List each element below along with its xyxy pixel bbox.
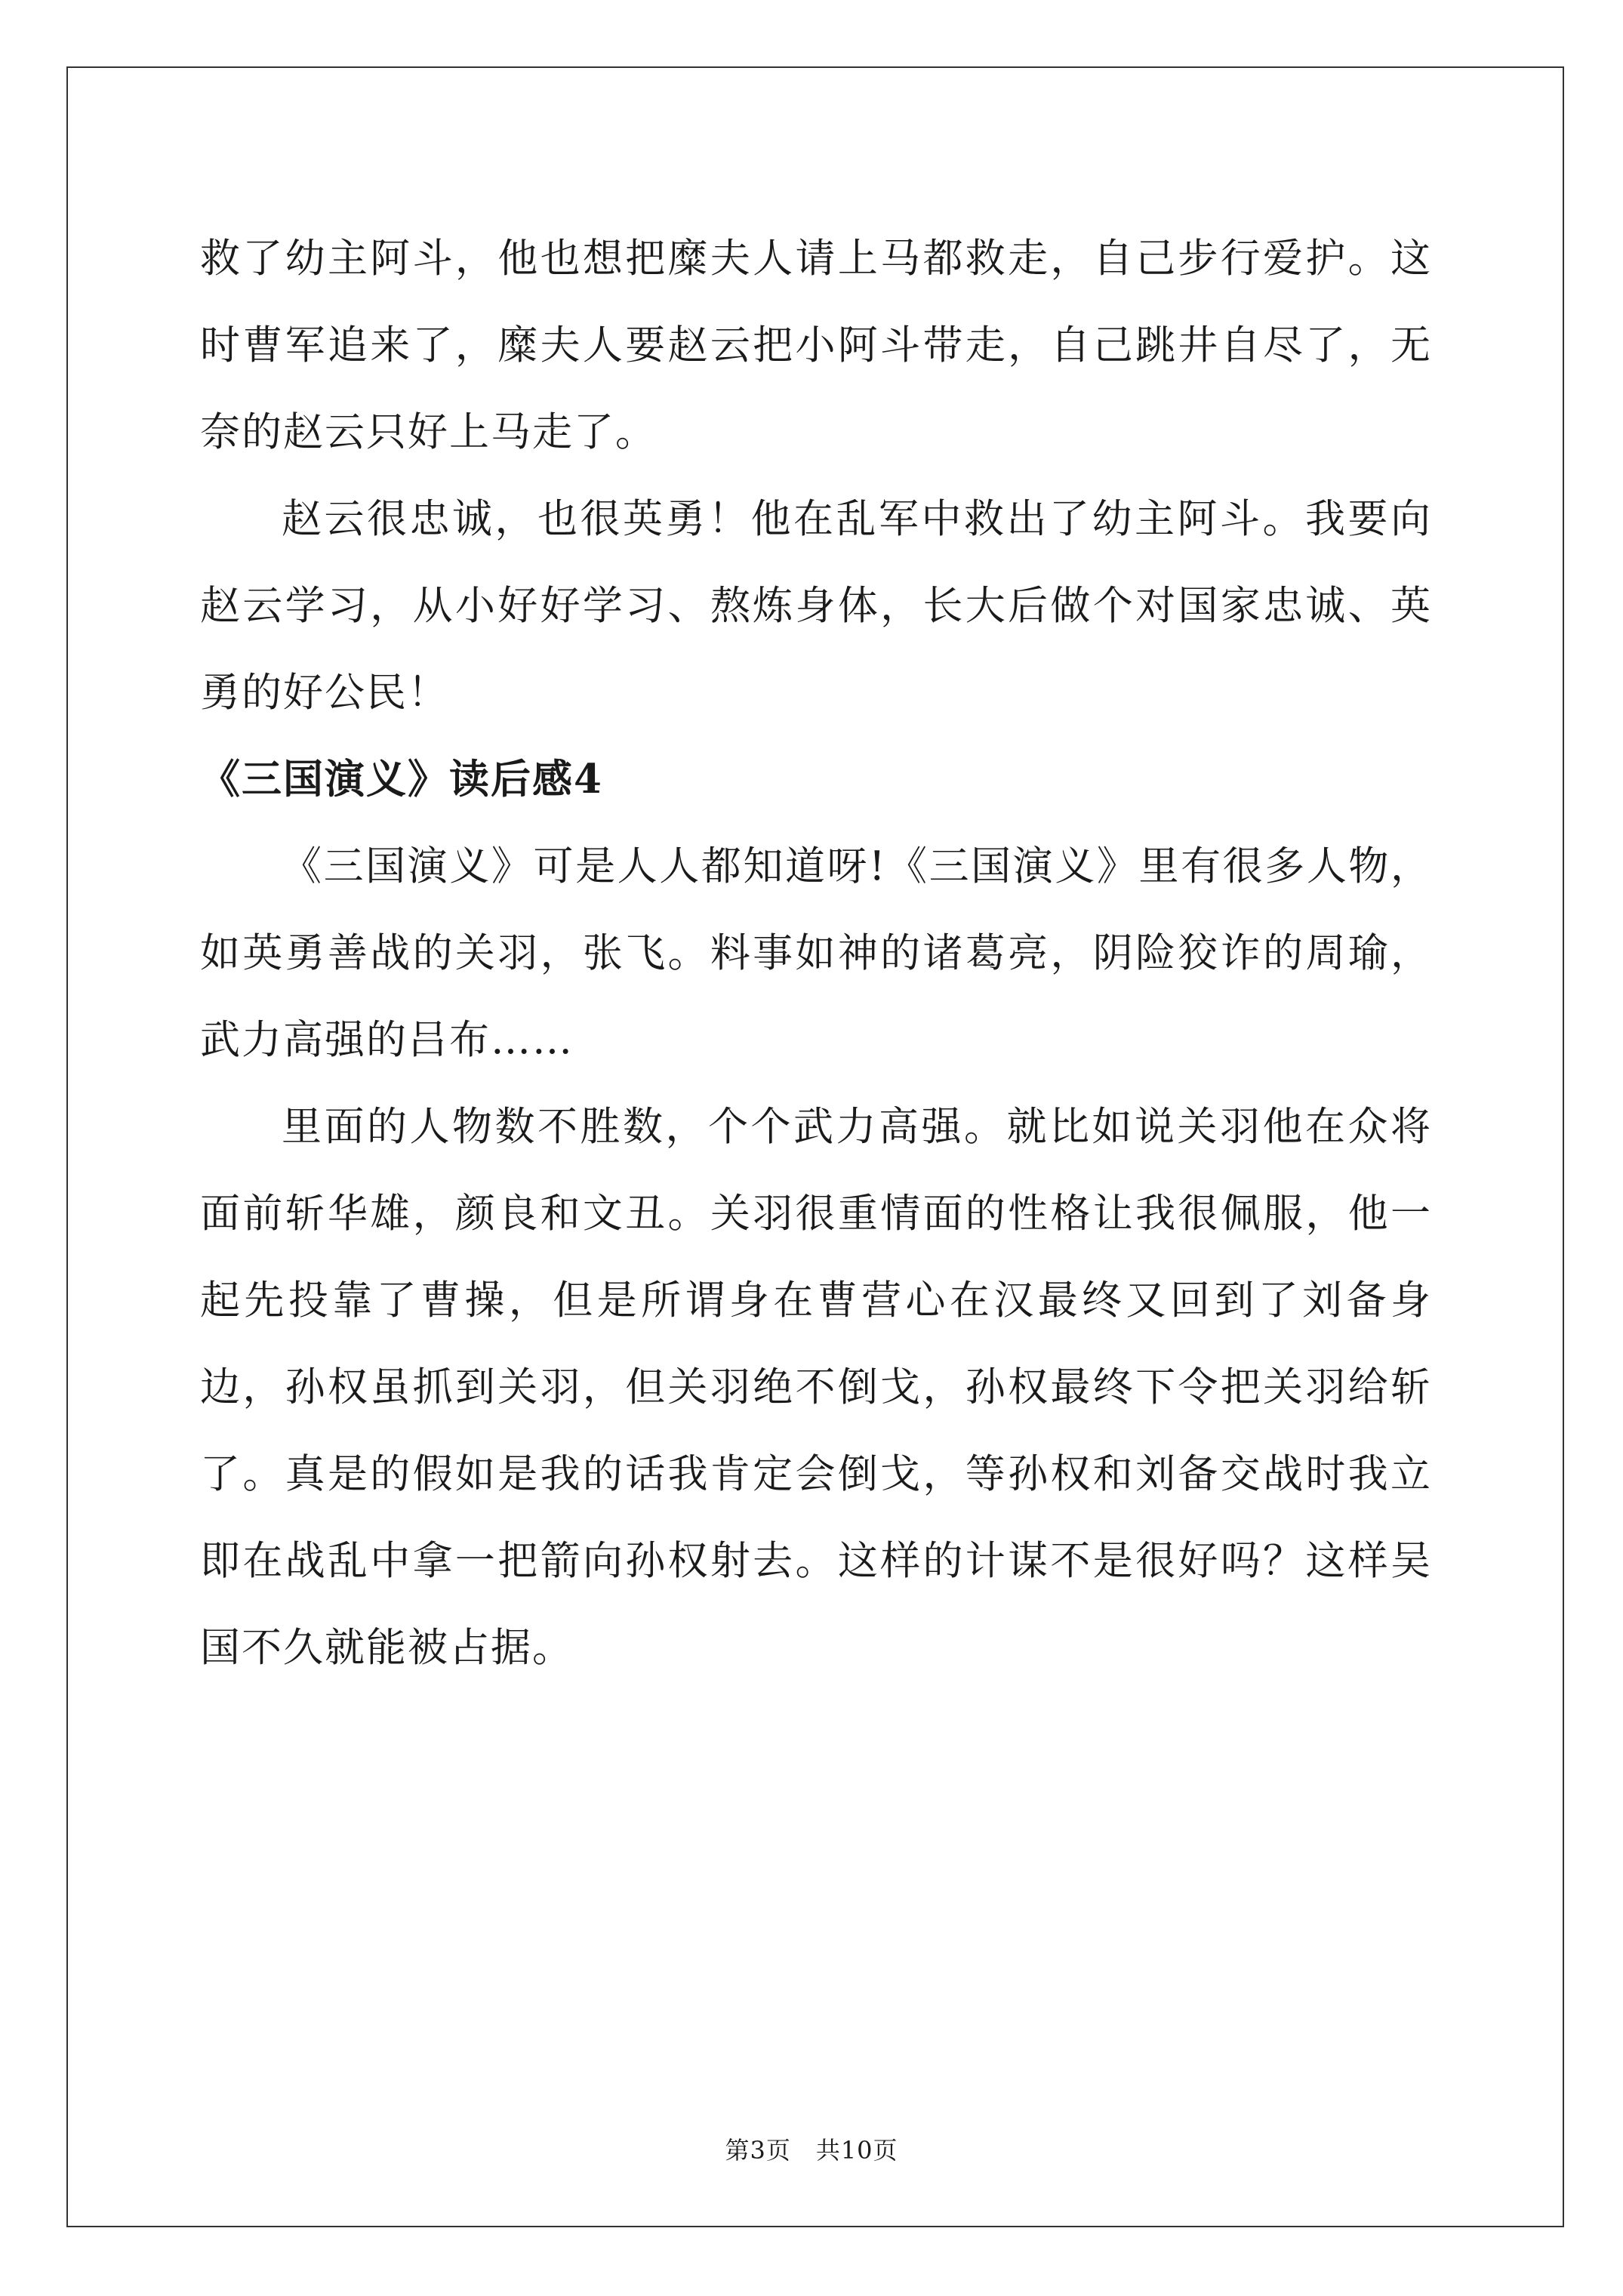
page-number-footer: 第3页 共10页 xyxy=(725,2136,898,2165)
paragraph-1: 救了幼主阿斗，他也想把糜夫人请上马都救走，自己步行爱护。这时曹军追来了，糜夫人要赵云把小阿斗带走，自己跳井自尽了，无奈的赵云只好上马走了。 xyxy=(200,236,1432,455)
paragraph-3: 《三国演义》可是人人都知道呀!《三国演义》里有很多人物，如英勇善战的关羽，张飞。料事如神的诸葛亮，阴险狡诈的周瑜，武力高强的吕布…… xyxy=(200,843,1432,1063)
document-body xyxy=(200,215,1432,1691)
paragraph-2: 赵云很忠诚，也很英勇！他在乱军中救出了幼主阿斗。我要向赵云学习，从小好好学习、熬炼身体，长大后做个对国家忠诚、英勇的好公民！ xyxy=(200,496,1432,716)
section-title: 《三国演义》读后感4 xyxy=(200,756,603,803)
paragraph-4: 里面的人物数不胜数，个个武力高强。就比如说关羽他在众将面前斩华雄，颜良和文丑。关羽很重情面的性格让我很佩服，他一起先投靠了曹操，但是所谓身在曹营心在汉最终又回到了刘备身边，孙权虽抓到关羽，但关羽绝不倒戈，孙权最终下令把关羽给斩了。真是的假如是我的话我肯定会倒戈，等孙权和刘备交战时我立即在战乱中拿一把箭向孙权射去。这样的计谋不是很好吗？这样吴国不久就能被占据。 xyxy=(200,1104,1432,1671)
